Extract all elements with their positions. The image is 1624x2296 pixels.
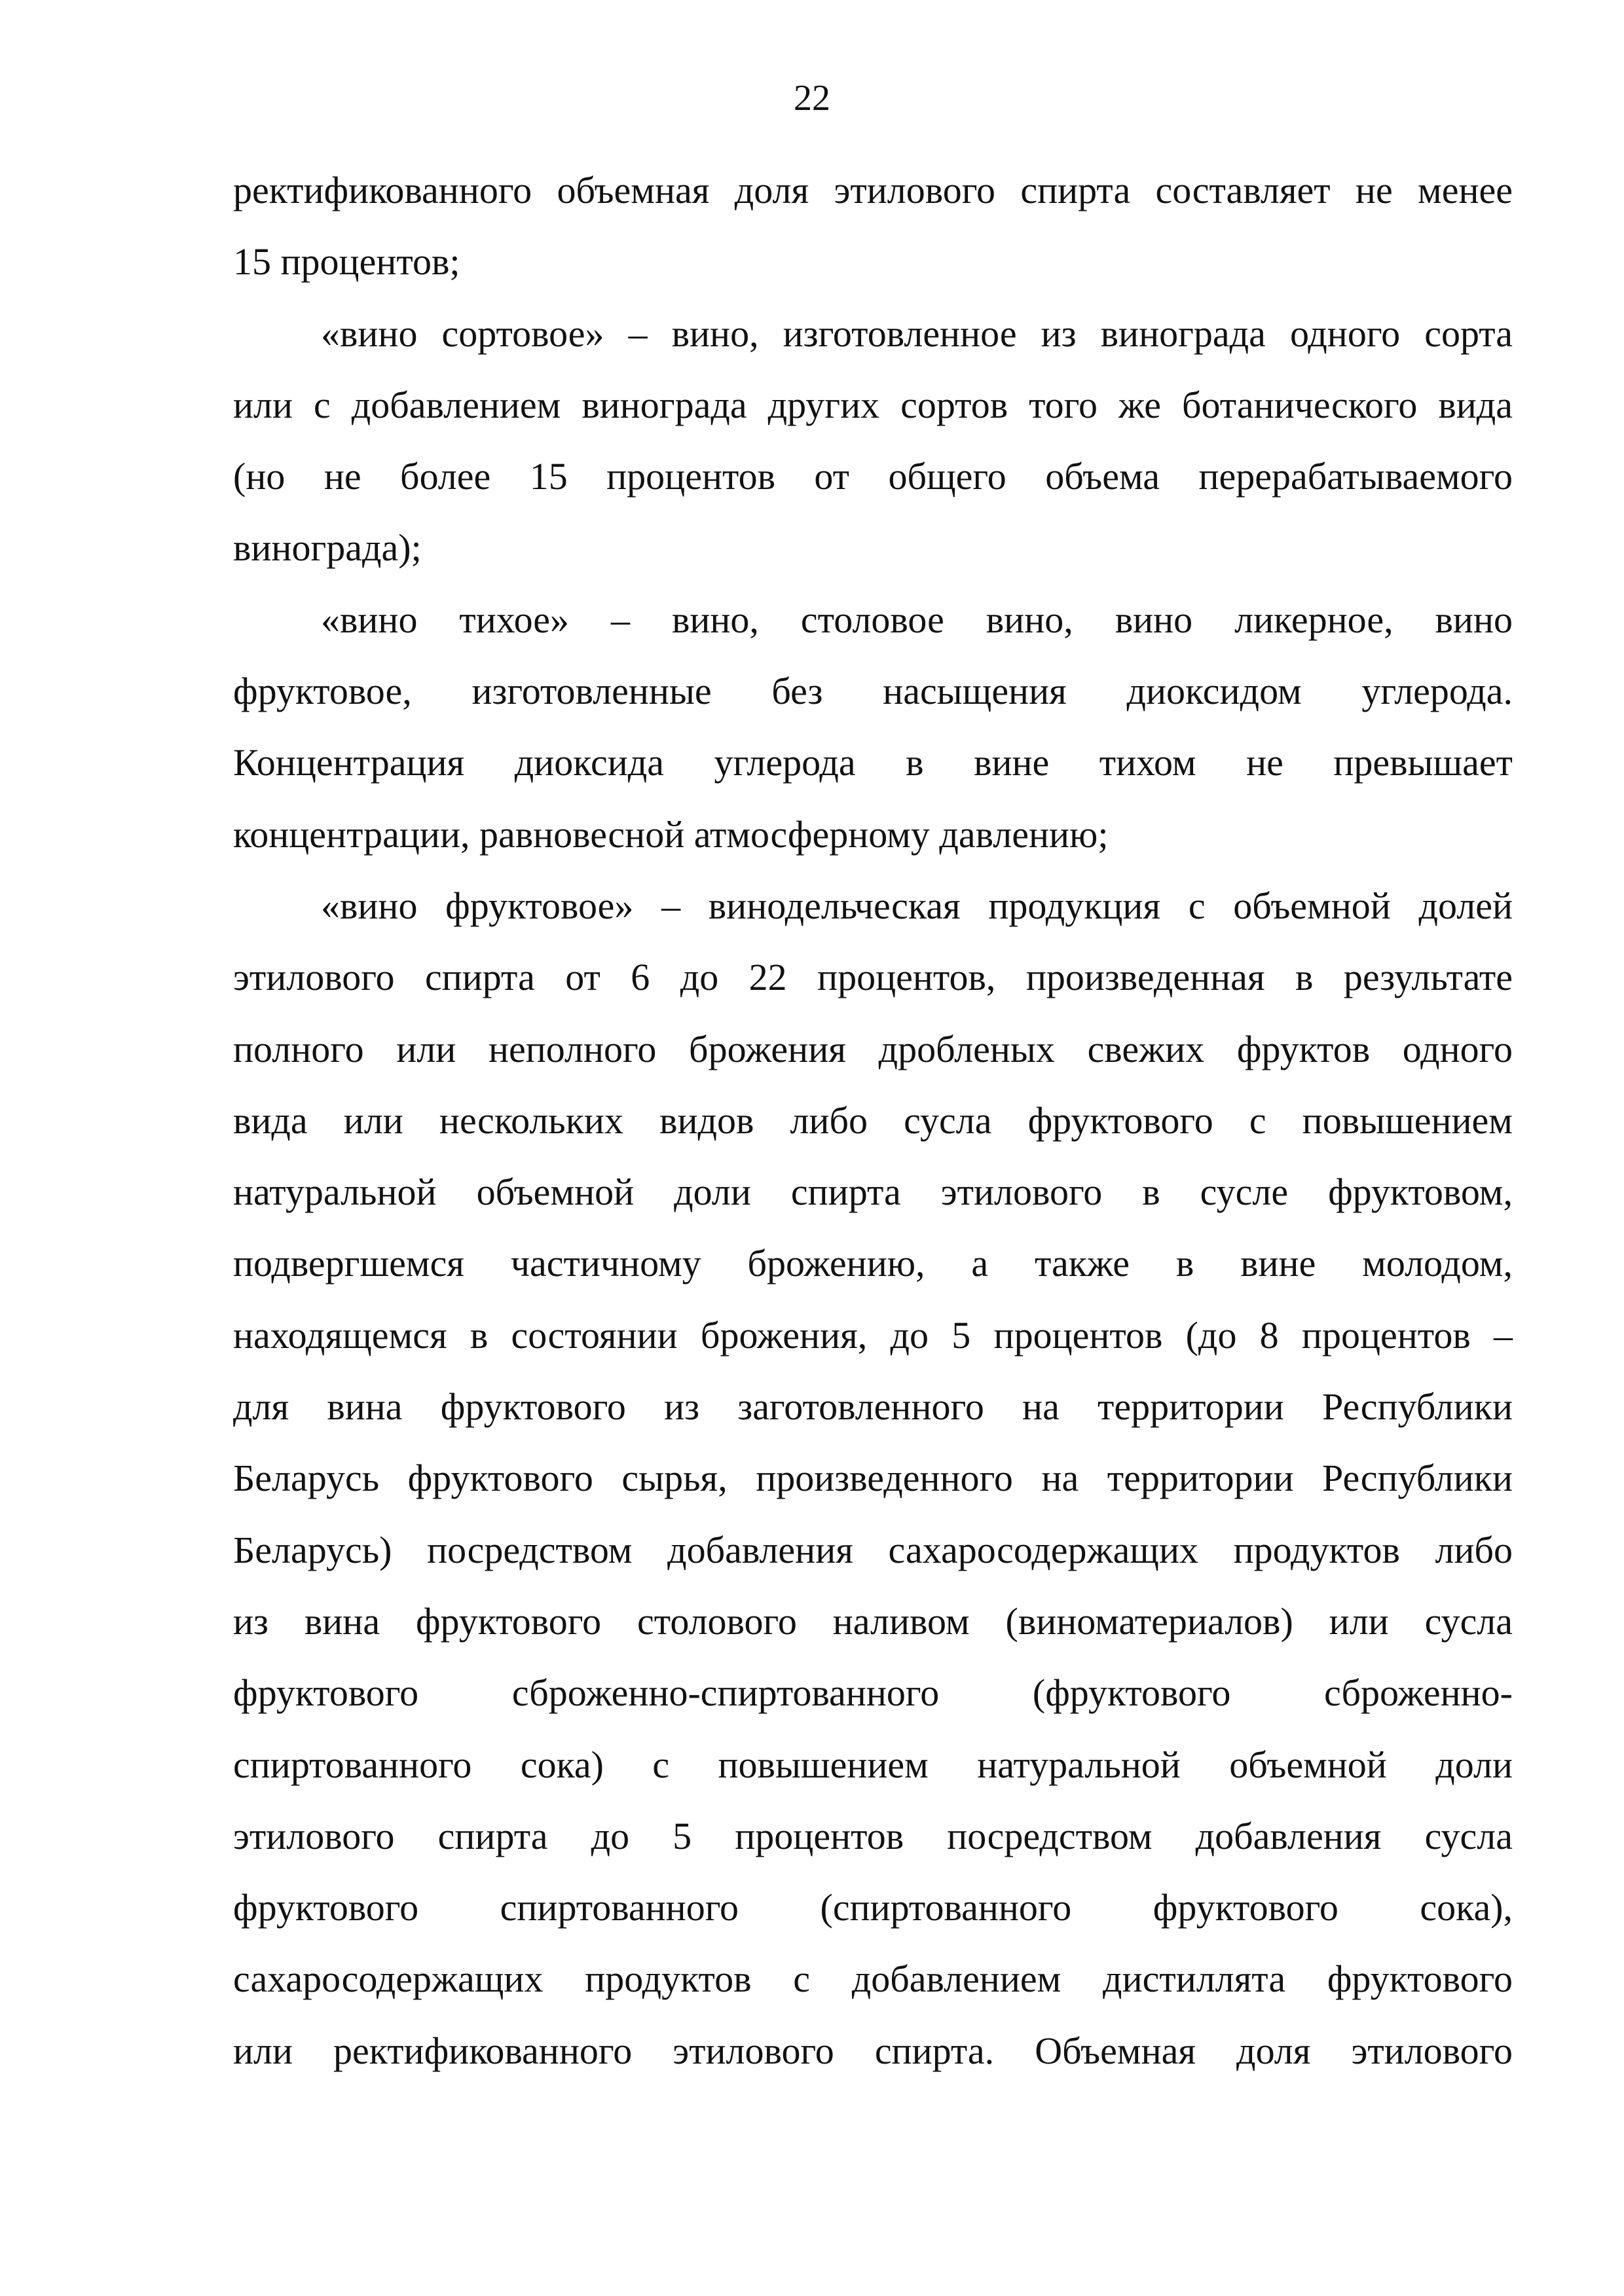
text-line: фруктового спиртованного (спиртованного фруктового сока), [233,1886,1513,1929]
text-line: натуральной объемной доли спирта этилового в сусле фруктовом, [233,1171,1513,1214]
text-line: фруктовое, изготовленные без насыщения диоксидом углерода. [233,670,1513,713]
text-line: находящемся в состоянии брожения, до 5 процентов (до 8 процентов – [233,1313,1513,1357]
text-line: ректификованного объемная доля этилового спирта составляет не менее [233,169,1513,211]
text-line: сахаросодержащих продуктов с добавлением дистиллята фруктового [233,1958,1513,2001]
text-line: «вино фруктовое» – винодельческая продукция с объемной долей [321,884,1513,927]
text-line: этилового спирта от 6 до 22 процентов, произведенная в результате [233,956,1513,999]
text-line: концентрации, равновесной атмосферному давлению; [233,812,1109,856]
text-line: для вина фруктового из заготовленного на территории Республики [233,1385,1513,1429]
text-line: полного или неполного брожения дробленых свежих фруктов одного [233,1027,1513,1070]
text-line: вида или нескольких видов либо сусла фруктового с повышением [233,1099,1513,1142]
text-line: из вина фруктового столового наливом (виноматериалов) или сусла [233,1599,1513,1643]
text-line: 15 процентов; [233,240,460,283]
text-line: «вино сортовое» – вино, изготовленное из винограда одного сорта [321,312,1513,355]
text-line: Концентрация диоксида углерода в вине тихом не превышает [233,741,1513,784]
text-line: этилового спирта до 5 процентов посредством добавления сусла [233,1814,1513,1857]
text-line: спиртованного сока) с повышением натуральной объемной доли [233,1743,1513,1786]
text-line: или с добавлением винограда других сортов того же ботанического вида [233,383,1513,426]
page-number: 22 [794,78,830,118]
text-line: фруктового сброженно-спиртованного (фруктового сброженно- [233,1671,1513,1715]
text-line: Беларусь) посредством добавления сахаросодержащих продуктов либо [233,1528,1513,1571]
text-line: или ректификованного этилового спирта. Объемная доля этилового [233,2029,1513,2072]
text-line: Беларусь фруктового сырья, произведенного на территории Республики [233,1457,1513,1500]
text-line: подвергшемся частичному брожению, а также в вине молодом, [233,1242,1513,1285]
text-line: винограда); [233,526,422,570]
text-line: «вино тихое» – вино, столовое вино, вино ликерное, вино [321,598,1513,641]
text-line: (но не более 15 процентов от общего объема перерабатываемого [233,455,1513,498]
document-body [233,155,1513,2086]
